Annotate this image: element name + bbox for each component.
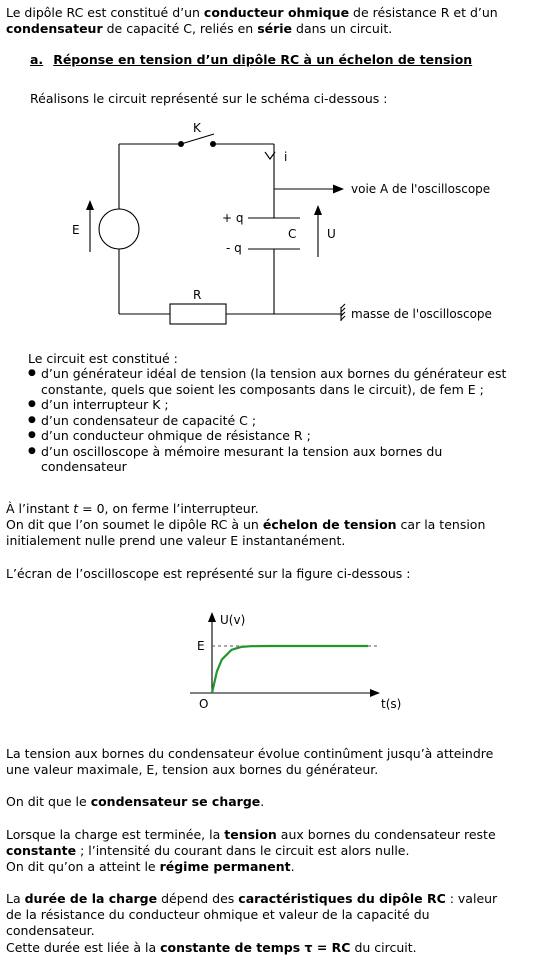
bold-tension: tension bbox=[224, 827, 277, 842]
text: dépend des bbox=[157, 891, 239, 906]
text: aux bornes du condensateur reste bbox=[276, 827, 496, 842]
terminee-line-3 bbox=[6, 859, 295, 875]
origin-label: O bbox=[199, 697, 209, 711]
text: . bbox=[260, 794, 265, 809]
intro-text: de résistance R et d’un bbox=[349, 5, 498, 20]
duree-line-3: condensateur. bbox=[6, 923, 95, 938]
oscilloscope-chart bbox=[0, 607, 560, 717]
label-voie-a: voie A de l'oscilloscope bbox=[351, 182, 491, 196]
terminee-line-2 bbox=[6, 843, 409, 859]
bold-se-charge: condensateur se charge bbox=[90, 794, 261, 809]
text: On dit qu’on a atteint le bbox=[6, 859, 160, 874]
label-E: E bbox=[72, 223, 80, 237]
label-U: U bbox=[327, 227, 336, 241]
text: du circuit. bbox=[350, 940, 417, 955]
charge-curve bbox=[212, 646, 368, 693]
label-plus-q: + q bbox=[222, 211, 244, 225]
text: Cette durée est liée à la bbox=[6, 940, 161, 955]
intro-bold-serie: série bbox=[257, 21, 293, 36]
duree-line-2: de la résistance du conducteur ohmique et valeur de la capacité du bbox=[6, 907, 430, 922]
list-item-line: d’un interrupteur K ; bbox=[41, 397, 169, 412]
text: = 0, on ferme l’interrupteur. bbox=[78, 501, 259, 516]
intro-bold-ohmique: conducteur ohmique bbox=[203, 5, 350, 20]
intro-text: dans un circuit. bbox=[292, 21, 393, 36]
constitue-intro: Le circuit est constitué : bbox=[28, 351, 178, 366]
duree-line-4 bbox=[6, 940, 417, 956]
bold-regime: régime permanent bbox=[159, 859, 291, 874]
label-i: i bbox=[284, 150, 288, 164]
section-title: Réponse en tension d’un dipôle RC à un échelon de tension bbox=[53, 52, 473, 67]
label-masse: masse de l'oscilloscope bbox=[351, 307, 492, 321]
text: À l’instant bbox=[6, 501, 74, 516]
text: La bbox=[6, 891, 25, 906]
list-item-line: condensateur bbox=[41, 459, 127, 474]
label-minus-q: - q bbox=[226, 241, 242, 255]
label-K: K bbox=[193, 121, 201, 135]
intro-bold-condensateur: condensateur bbox=[6, 21, 103, 36]
text: On dit que l’on soumet le dipôle RC à un bbox=[6, 517, 263, 532]
bold-duree: durée de la charge bbox=[24, 891, 158, 906]
italic-t: t bbox=[73, 501, 79, 516]
list-item-line: d’un oscilloscope à mémoire mesurant la tension aux bornes du bbox=[41, 443, 443, 459]
label-C: C bbox=[288, 227, 297, 241]
text: Lorsque la charge est terminée, la bbox=[6, 827, 225, 842]
terminee-line-1 bbox=[6, 827, 496, 843]
section-heading bbox=[30, 52, 472, 68]
realisons-text: Réalisons le circuit représenté sur le schéma ci-dessous : bbox=[30, 91, 388, 106]
charge-line bbox=[6, 794, 264, 810]
text: . bbox=[290, 859, 295, 874]
list-item bbox=[28, 413, 553, 429]
circuit-diagram bbox=[0, 115, 560, 330]
y-axis-arrow bbox=[208, 612, 216, 622]
list-item bbox=[28, 444, 553, 475]
intro-line-2 bbox=[6, 21, 392, 37]
y-axis-label: U(v) bbox=[220, 613, 246, 627]
instant-line bbox=[6, 501, 259, 517]
components-list bbox=[28, 366, 553, 475]
list-item bbox=[28, 366, 553, 397]
list-item-line: d’un condensateur de capacité C ; bbox=[41, 412, 257, 428]
bold-echelon: échelon de tension bbox=[262, 517, 397, 532]
asymptote-label: E bbox=[197, 639, 205, 653]
duree-line-1 bbox=[6, 891, 497, 907]
x-axis-label: t(s) bbox=[381, 697, 402, 711]
label-R: R bbox=[193, 288, 202, 302]
intro-text: de capacité C, reliés en bbox=[102, 21, 258, 36]
bold-caracteristiques: caractéristiques du dipôle RC bbox=[238, 891, 446, 906]
evolue-line-1: La tension aux bornes du condensateur évolue continûment jusqu’à atteindre bbox=[6, 746, 494, 761]
intro-line-1 bbox=[6, 5, 498, 21]
list-item-line: d’un générateur idéal de tension (la tension aux bornes du générateur est bbox=[41, 366, 507, 381]
text: ; l’intensité du courant dans le circuit est alors nulle. bbox=[76, 843, 410, 858]
bold-constante: constante bbox=[6, 843, 77, 858]
list-item-line: constante, quels que soient les composants dans le circuit), de fem E ; bbox=[41, 381, 484, 397]
intro-text: Le dipôle RC est constitué d’un bbox=[6, 5, 204, 20]
x-axis-arrow bbox=[370, 689, 380, 697]
list-item-line: d’un conducteur ohmique de résistance R ; bbox=[41, 428, 311, 443]
text: On dit que le bbox=[6, 794, 91, 809]
section-number: a. bbox=[30, 52, 44, 67]
bold-constante-temps: constante de temps τ = RC bbox=[160, 940, 351, 955]
text: : valeur bbox=[445, 891, 498, 906]
ecran-text: L’écran de l’oscilloscope est représenté sur la figure ci-dessous : bbox=[6, 566, 411, 581]
list-item bbox=[28, 397, 553, 413]
evolue-line-2: une valeur maximale, E, tension aux bornes du générateur. bbox=[6, 762, 379, 777]
echelon-line-1 bbox=[6, 517, 485, 533]
echelon-line-2: initialement nulle prend une valeur E instantanément. bbox=[6, 533, 346, 548]
text: car la tension bbox=[396, 517, 486, 532]
list-item bbox=[28, 428, 553, 444]
